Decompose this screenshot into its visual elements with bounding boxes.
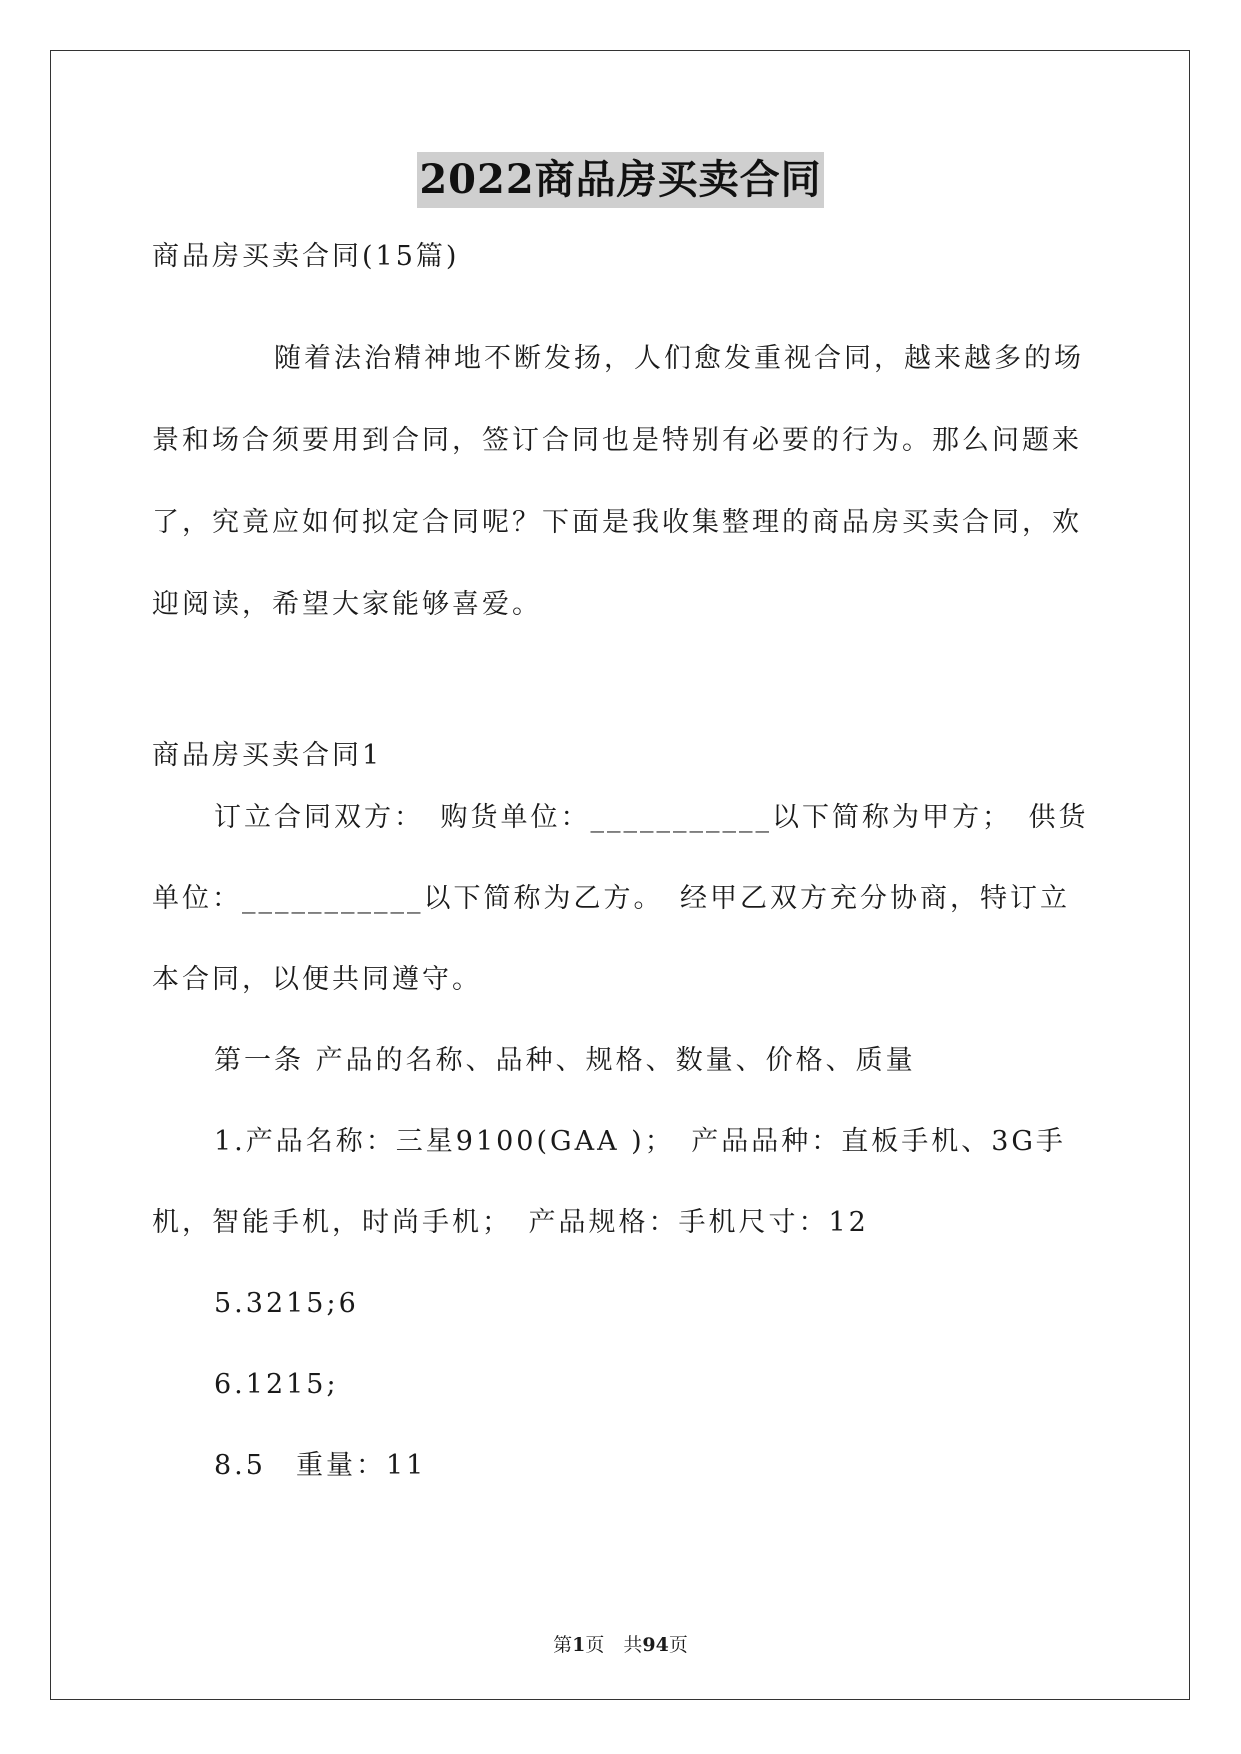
footer-mid: 页 共	[585, 1634, 643, 1656]
footer-prefix: 第	[553, 1634, 573, 1656]
document-body	[152, 236, 1090, 1506]
spec-line-1: 5.3215;6	[214, 1288, 359, 1319]
section-heading: 商品房买卖合同1	[152, 740, 383, 771]
page-footer	[0, 1630, 1241, 1657]
spec-line-2: 6.1215;	[214, 1369, 339, 1400]
current-page-number: 1	[572, 1634, 586, 1656]
intro-paragraph: 随着法治精神地不断发扬，人们愈发重视合同，越来越多的场景和场合须要用到合同，签订合同也是特别有必要的行为。那么问题来了，究竟应如何拟定合同呢？下面是我收集整理的商品房买卖合同，欢迎阅读，希望大家能够喜爱。	[152, 343, 1084, 620]
total-pages-number: 94	[642, 1634, 669, 1656]
title-container	[0, 152, 1241, 208]
document-title: 2022商品房买卖合同	[417, 152, 823, 208]
contract-parties-paragraph: 订立合同双方： 购货单位：___________以下简称为甲方； 供货单位：___________以下简称为乙方。 经甲乙双方充分协商，特订立本合同，以便共同遵守。	[152, 802, 1089, 995]
footer-suffix: 页	[668, 1634, 688, 1656]
article-one-heading: 第一条 产品的名称、品种、规格、数量、价格、质量	[214, 1045, 916, 1076]
product-details-paragraph: 1.产品名称：三星9100(GAA )； 产品品种：直板手机、3G手机，智能手机，时尚手机； 产品规格：手机尺寸：12	[152, 1126, 1066, 1238]
spec-line-3: 8.5 重量：11	[214, 1450, 427, 1481]
document-subtitle: 商品房买卖合同(15篇)	[152, 241, 460, 272]
